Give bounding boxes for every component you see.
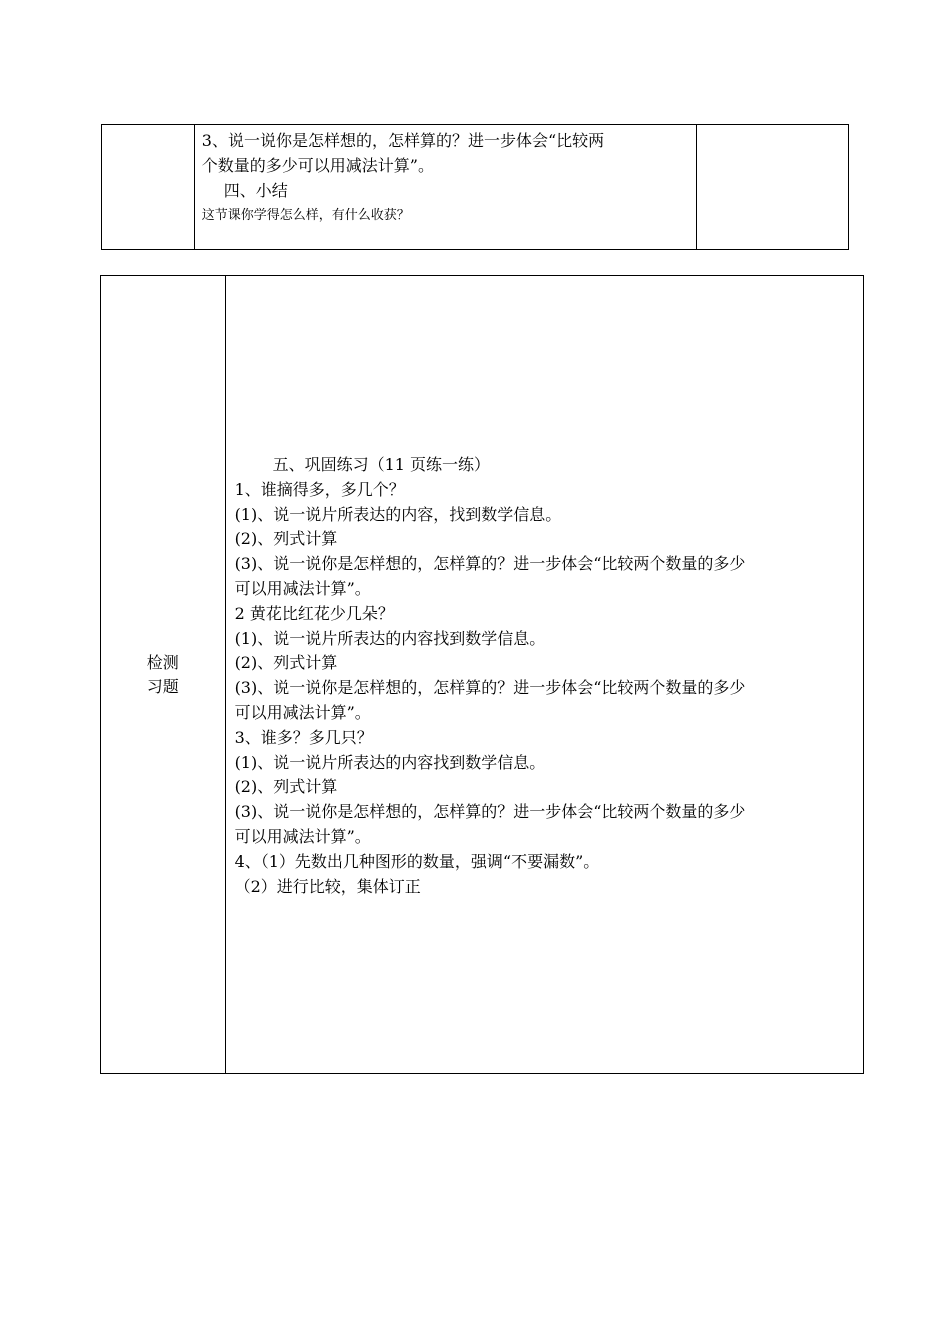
summary-question: 这节课你学得怎么样，有什么收获？ [201, 208, 410, 223]
exercise-heading: 五、巩固练习（11 页练一练） [272, 455, 491, 474]
exercise-line: (2)、列式计算 [234, 529, 338, 549]
exercise-line: 可以用减法计算”。 [234, 578, 371, 598]
lesson-table-continued [101, 124, 849, 250]
exercise-line: 1、谁摘得多，多几个？ [234, 479, 405, 499]
exercise-line: （2）进行比较，集体订正 [234, 876, 421, 896]
exercise-line: 3、谁多？多几只？ [234, 727, 373, 747]
step3-line2: 个数量的多少可以用减法计算”。 [201, 156, 434, 175]
lesson-content-cell [194, 125, 696, 250]
exercise-line: (1)、说一说片所表达的内容找到数学信息。 [234, 628, 546, 648]
exercise-line: (2)、列式计算 [234, 653, 338, 673]
empty-label-cell [102, 125, 195, 250]
exercise-line: 2 黄花比红花少几朵？ [234, 603, 394, 623]
exercise-line: (3)、说一说你是怎样想的，怎样算的？进一步体会“比较两个数量的多少 [234, 802, 746, 822]
exercise-line: (2)、列式计算 [234, 777, 338, 797]
exercise-line: (1)、说一说片所表达的内容，找到数学信息。 [234, 504, 562, 524]
exercise-content-cell [225, 276, 863, 1074]
step3-line1: 3、说一说你是怎样想的，怎样算的？进一步体会“比较两 [201, 131, 605, 150]
exercise-line: 可以用减法计算”。 [234, 826, 371, 846]
exercise-line: 可以用减法计算”。 [234, 702, 371, 722]
label-line2: 习题 [146, 676, 179, 696]
summary-heading: 四、小结 [223, 181, 288, 200]
exercise-table [100, 275, 864, 1074]
exercise-line: 4、（1）先数出几种图形的数量，强调“不要漏数”。 [234, 851, 600, 871]
exercise-line: (3)、说一说你是怎样想的，怎样算的？进一步体会“比较两个数量的多少 [234, 678, 746, 698]
empty-notes-cell [696, 125, 848, 250]
exercise-line: (3)、说一说你是怎样想的，怎样算的？进一步体会“比较两个数量的多少 [234, 554, 746, 574]
exercise-label-cell [101, 276, 226, 1074]
exercise-line: (1)、说一说片所表达的内容找到数学信息。 [234, 752, 546, 772]
label-line1: 检测 [146, 652, 179, 672]
